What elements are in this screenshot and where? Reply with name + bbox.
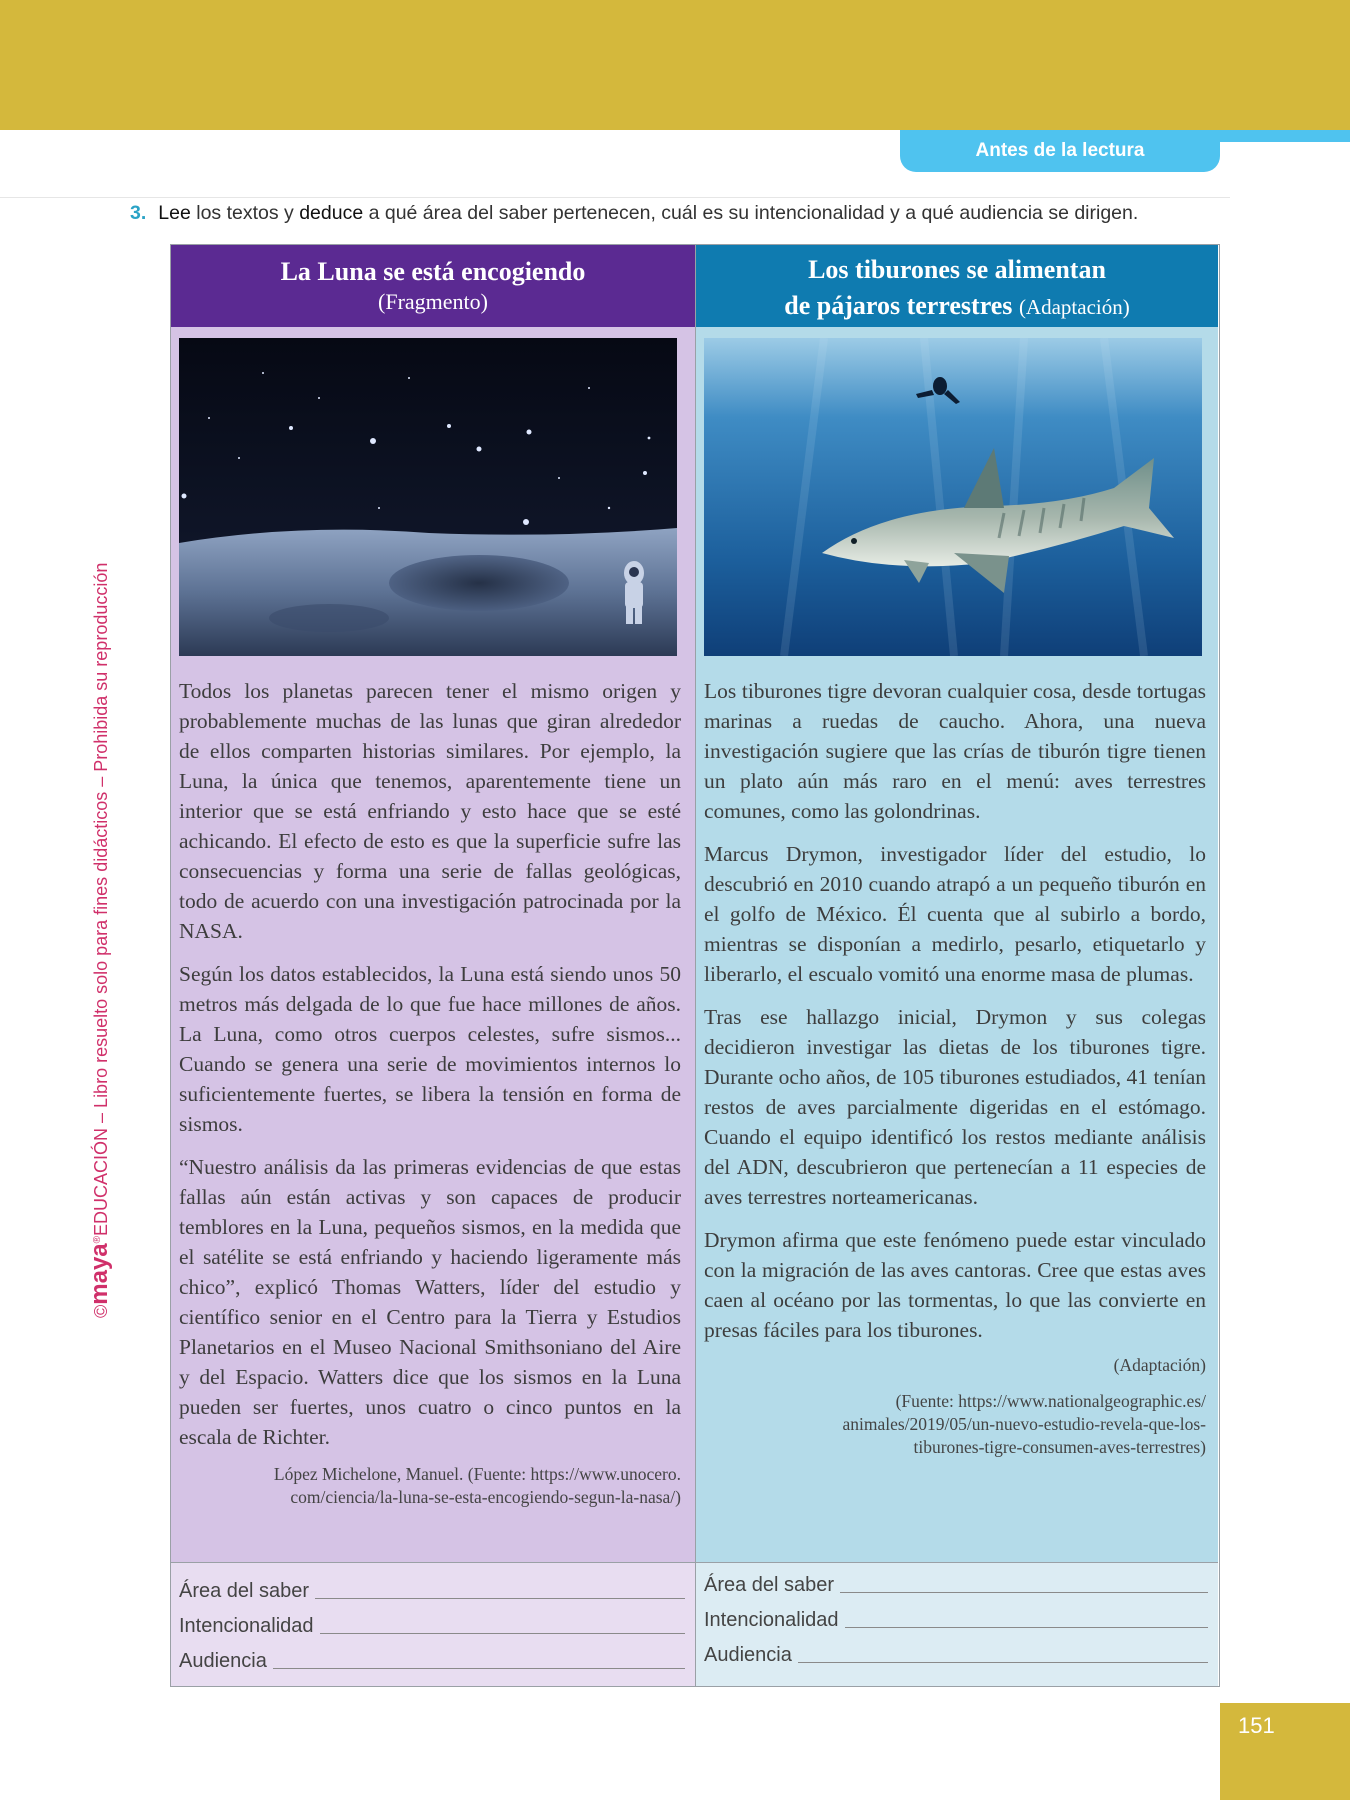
shark-paragraph-2: Marcus Drymon, investigador líder del estudio, lo descubrió en 2010 cuando atrapó a un pequeño tiburón en el golfo de México. Él cuenta que al subirlo a bordo, mientras se disponían a medirlo, pesarlo, etiquetarlo y liberarlo, el escualo vomitó una enorme masa de plumas. (704, 842, 1206, 986)
moon-article-subtitle: (Fragmento) (378, 289, 488, 314)
shark-title-line-1: Los tiburones se alimentan (808, 255, 1106, 284)
moon-article-source (179, 1463, 681, 1509)
shark-article-title (696, 245, 1218, 325)
copyright-symbol: © (91, 1304, 111, 1318)
instruction-keyword-lee: Lee (158, 202, 191, 224)
shark-title-line-2: de pájaros terrestres (784, 291, 1013, 320)
shark-audience-label: Audiencia (704, 1644, 792, 1666)
shark-paragraph-1: Los tiburones tigre devoran cualquier cosa, desde tortugas marinas a ruedas de caucho. Ahora, una nueva investigación sugiere que las crías de tiburón tigre tienen un plato aún más raro en el menú: aves terrestres comunes, como las golondrinas. (704, 679, 1206, 823)
moon-area-line[interactable] (315, 1598, 685, 1599)
shark-intent-label: Intencionalidad (704, 1609, 839, 1631)
moon-article-title: La Luna se está encogiendo (280, 257, 586, 286)
shark-intent-line[interactable] (845, 1627, 1208, 1628)
top-color-band (0, 0, 1350, 130)
moon-paragraph-2: Según los datos establecidos, la Luna está siendo unos 50 metros más delgada de lo que fue hace millones de años. La Luna, como otros cuerpos celestes, sufre sismos... Cuando se genera una serie de movimientos internos lo suficientemente fuertes, se libera la tensión en forma de sismos. (179, 962, 681, 1136)
activity-number: 3. (130, 202, 147, 224)
moon-article-header (171, 245, 695, 327)
shark-article-subtitle: (Adaptación) (1018, 295, 1130, 319)
moon-audience-label: Audiencia (179, 1650, 267, 1672)
shark-intent-row (704, 1602, 1208, 1632)
shark-article-source (704, 1390, 1206, 1459)
shark-photo-illustration (704, 338, 1202, 656)
moon-paragraph-3: “Nuestro análisis da las primeras evidencias de que estas fallas aún están activas y son capaces de producir temblores en la Luna, pequeños sismos, en la medida que el satélite se está enfriando y haciendo ligeramente más chico”, explicó Thomas Watters, líder del estudio y científico senior en el Centro para la Tierra y Estudios Planetarios en el Museo Nacional Smithsoniano del Aire y del Espacio. Watters dice que los sismos en la Luna pueden ser fuertes, unos cuatro o cinco puntos en la escala de Richter. (179, 1155, 681, 1449)
shark-adaptation-note: (Adaptación) (1113, 1355, 1206, 1375)
section-tab: Antes de la lectura (900, 130, 1220, 172)
shark-article-header (696, 245, 1218, 327)
moon-article-body (179, 676, 681, 1509)
moon-answer-box (171, 1562, 695, 1686)
moon-surface-image (179, 338, 677, 656)
shark-article-body (704, 676, 1206, 1459)
shark-paragraph-3: Tras ese hallazgo inicial, Drymon y sus colegas decidieron investigar las dietas de los tiburones tigre. Durante ocho años, de 105 tiburones estudiados, 41 tenían restos de aves parcialmente digeridas en el estómago. Cuando el equipo identificó los restos mediante análisis del ADN, descubrieron que pertenecían a 11 especies de aves terrestres norteamericanas. (704, 1005, 1206, 1209)
moon-intent-line[interactable] (320, 1633, 685, 1634)
moon-source-line-2: com/ciencia/la-luna-se-esta-encogiendo-segun-la-nasa/) (290, 1487, 681, 1507)
shark-underwater-image (704, 338, 1202, 656)
shark-article-column (696, 245, 1218, 1686)
instruction-text-1: los textos y (190, 202, 300, 224)
moon-intent-label: Intencionalidad (179, 1615, 314, 1637)
divider (0, 197, 1230, 198)
shark-source-line-3: tiburones-tigre-consumen-aves-terrestres) (913, 1437, 1206, 1457)
shark-paragraph-4: Drymon afirma que este fenómeno puede estar vinculado con la migración de las aves cantoras. Cree que estas aves caen al océano por las tormentas, lo que las convierte en presas fáciles para los tiburones. (704, 1228, 1206, 1342)
shark-source-line-2: animales/2019/05/un-nuevo-estudio-revela-que-los- (842, 1414, 1206, 1434)
reading-table (170, 244, 1220, 1687)
shark-audience-line[interactable] (798, 1662, 1208, 1663)
copyright-side-text (86, 478, 113, 1318)
moon-area-row (179, 1573, 685, 1603)
shark-title-line-2-wrap (696, 288, 1218, 325)
copyright-notice: EDUCACIÓN – Libro resuelto solo para fines didácticos – Prohibida su reproducción (91, 562, 111, 1236)
instruction-keyword-deduce: deduce (299, 202, 364, 224)
moon-paragraph-1: Todos los planetas parecen tener el mismo origen y probablemente muchas de las lunas que giran alrededor de ellos comparten historias similares. Por ejemplo, la Luna, la única que tenemos, aparentemente tiene un interior que se está enfriando y esto hace que se esté achicando. El efecto de esto es que la superficie sufre las consecuencias y forma una serie de fallas geológicas, todo de acuerdo con una investigación patrocinada por la NASA. (179, 679, 681, 943)
activity-instruction (130, 202, 1230, 225)
page-number: 151 (1220, 1703, 1350, 1800)
instruction-text-2: a qué área del saber pertenecen, cuál es su intencionalidad y a qué audiencia se dirigen. (363, 202, 1139, 224)
moon-area-label: Área del saber (179, 1580, 310, 1602)
moon-photo-illustration (179, 338, 677, 656)
moon-intent-row (179, 1608, 685, 1638)
registered-mark: ® (92, 1235, 103, 1244)
brand-logo: maya (86, 1243, 113, 1305)
shark-answer-box (696, 1562, 1218, 1686)
shark-area-line[interactable] (840, 1592, 1208, 1593)
shark-area-label: Área del saber (704, 1574, 835, 1596)
moon-source-line-1: López Michelone, Manuel. (Fuente: https://www.unocero. (273, 1464, 681, 1484)
moon-audience-line[interactable] (273, 1668, 685, 1669)
moon-article-column (171, 245, 696, 1686)
shark-audience-row (704, 1637, 1208, 1667)
moon-audience-row (179, 1643, 685, 1673)
shark-area-row (704, 1567, 1208, 1597)
shark-source-line-1: (Fuente: https://www.nationalgeographic.es/ (895, 1391, 1206, 1411)
